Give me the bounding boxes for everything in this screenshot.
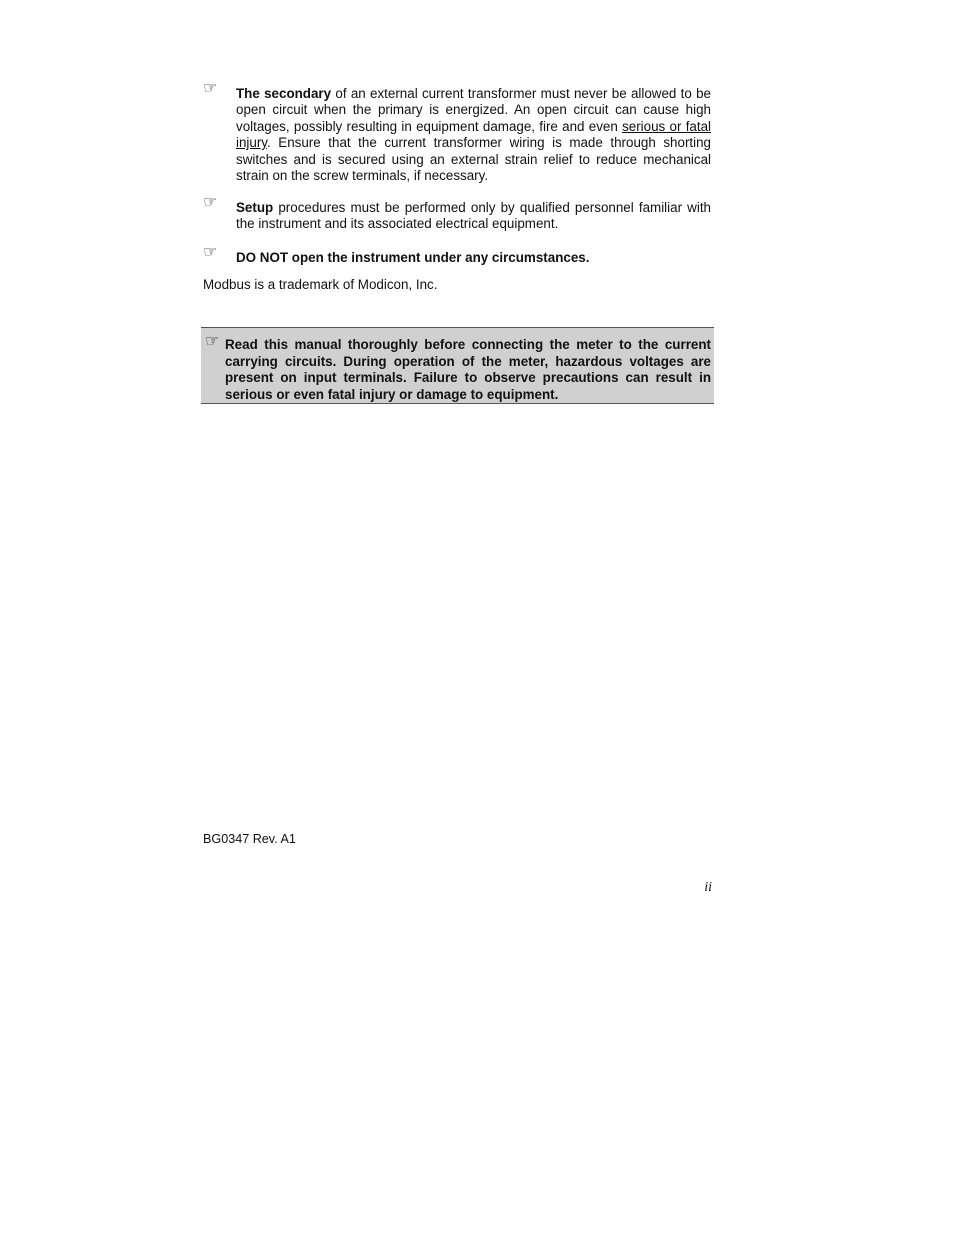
do-not-open-lead: DO NOT open the instrument under any circumstances.: [236, 250, 590, 265]
setup-lead: Setup: [236, 200, 274, 215]
secondary-ct-warning: [203, 78, 712, 184]
setup-warning: [203, 192, 711, 233]
pointing-hand-icon: ☞: [203, 242, 218, 261]
secondary-underlined-text: serious or fatal injury: [236, 118, 712, 151]
document-code: BG0347 Rev. A1: [203, 832, 296, 846]
hazard-warning-text: Read this manual thoroughly before connecting the meter to the current carrying circuits. During operation of the meter, hazardous voltages are present on input terminals. Failure to observe precautions can result in serious or even fatal injury or damage to equipment.: [225, 337, 711, 402]
do-not-open-text: [236, 250, 711, 266]
setup-body: procedures must be performed only by qualified personnel familiar with the instrument and its associated electrical equipment.: [236, 200, 711, 232]
secondary-text-1: of an external current transformer must never be allowed to be open circuit when the primary is energized. An open circuit can cause high voltages, possibly resulting in equipment damage, fire and even: [236, 86, 712, 134]
do-not-open-warning: [203, 242, 711, 266]
secondary-text-2: . Ensure that the current transformer wiring is made through shorting switches and is secured using an external strain relief to reduce mechanical strain on the screw terminals, if necessary.: [236, 135, 711, 184]
secondary-ct-text: [236, 86, 711, 184]
pointing-hand-icon: ☞: [203, 78, 218, 97]
secondary-lead: The secondary: [236, 86, 332, 101]
pointing-hand-icon: ☞: [205, 331, 220, 350]
setup-text: [236, 200, 711, 233]
pointing-hand-icon: ☞: [203, 192, 218, 211]
hazard-warning-box: [201, 327, 714, 404]
page-number: ii: [704, 880, 712, 895]
trademark-note: Modbus is a trademark of Modicon, Inc.: [203, 277, 438, 292]
